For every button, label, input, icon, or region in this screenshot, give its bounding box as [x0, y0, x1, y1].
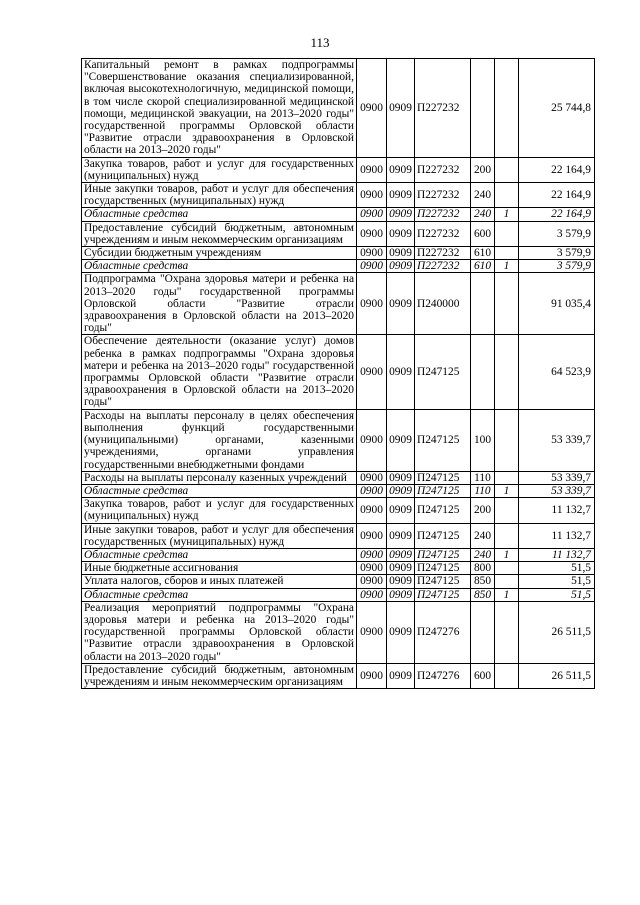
article-code: П227232 [415, 59, 471, 158]
section-code: 0909 [387, 663, 415, 688]
article-code: П247125 [415, 498, 471, 523]
amount: 51,5 [519, 575, 595, 588]
section-code: 0909 [387, 484, 415, 497]
ministry-code: 0900 [357, 575, 387, 588]
ministry-code: 0900 [357, 59, 387, 158]
ministry-code: 0900 [357, 471, 387, 484]
row-name: Областные средства [82, 548, 357, 561]
expense-type-code: 240 [471, 183, 495, 208]
table-row [82, 663, 595, 688]
article-code: П247125 [415, 523, 471, 548]
funding-source-code [495, 183, 519, 208]
expense-type-code: 110 [471, 484, 495, 497]
funding-source-code [495, 663, 519, 688]
article-code: П227232 [415, 183, 471, 208]
amount: 53 339,7 [519, 409, 595, 471]
article-code: П227232 [415, 221, 471, 246]
expense-type-code: 240 [471, 523, 495, 548]
amount: 11 132,7 [519, 548, 595, 561]
funding-source-code [495, 471, 519, 484]
row-name: Закупка товаров, работ и услуг для государственных (муниципальных) нужд [82, 498, 357, 523]
table-row-regional-funds [82, 588, 595, 601]
row-name: Закупка товаров, работ и услуг для государственных (муниципальных) нужд [82, 157, 357, 182]
section-code: 0909 [387, 59, 415, 158]
row-name: Уплата налогов, сборов и иных платежей [82, 575, 357, 588]
funding-source-code [495, 157, 519, 182]
table-row [82, 183, 595, 208]
section-code: 0909 [387, 335, 415, 409]
amount: 3 579,9 [519, 247, 595, 260]
section-code: 0909 [387, 247, 415, 260]
table-row [82, 498, 595, 523]
table-row-regional-funds [82, 548, 595, 561]
table-row [82, 409, 595, 471]
table-row-regional-funds [82, 208, 595, 221]
article-code: П247276 [415, 663, 471, 688]
ministry-code: 0900 [357, 247, 387, 260]
funding-source-code [495, 562, 519, 575]
amount: 25 744,8 [519, 59, 595, 158]
table-row [82, 157, 595, 182]
funding-source-code [495, 498, 519, 523]
expense-type-code: 110 [471, 471, 495, 484]
ministry-code: 0900 [357, 588, 387, 601]
funding-source-code [495, 59, 519, 158]
ministry-code: 0900 [357, 273, 387, 335]
article-code: П247125 [415, 548, 471, 561]
table-row [82, 471, 595, 484]
funding-source-code: 1 [495, 260, 519, 273]
row-name: Иные закупки товаров, работ и услуг для обеспечения государственных (муниципальных) нужд [82, 523, 357, 548]
funding-source-code [495, 523, 519, 548]
row-name: Иные бюджетные ассигнования [82, 562, 357, 575]
ministry-code: 0900 [357, 157, 387, 182]
table-row [82, 273, 595, 335]
expense-type-code: 600 [471, 663, 495, 688]
funding-source-code [495, 601, 519, 663]
expense-type-code: 240 [471, 548, 495, 561]
table-row [82, 562, 595, 575]
funding-source-code [495, 221, 519, 246]
amount: 22 164,9 [519, 157, 595, 182]
funding-source-code [495, 273, 519, 335]
article-code: П227232 [415, 208, 471, 221]
row-name: Субсидии бюджетным учреждениям [82, 247, 357, 260]
row-name: Расходы на выплаты персоналу в целях обеспечения выполнения функций государственными (муниципальными) органами, казенными учреждениями, органами управления государственными внебюджетными фондами [82, 409, 357, 471]
table-row [82, 601, 595, 663]
funding-source-code [495, 335, 519, 409]
funding-source-code [495, 575, 519, 588]
ministry-code: 0900 [357, 183, 387, 208]
ministry-code: 0900 [357, 409, 387, 471]
row-name: Расходы на выплаты персоналу казенных учреждений [82, 471, 357, 484]
section-code: 0909 [387, 260, 415, 273]
amount: 3 579,9 [519, 260, 595, 273]
article-code: П247125 [415, 409, 471, 471]
amount: 11 132,7 [519, 523, 595, 548]
section-code: 0909 [387, 221, 415, 246]
row-name: Областные средства [82, 208, 357, 221]
article-code: П247125 [415, 575, 471, 588]
article-code: П247125 [415, 471, 471, 484]
ministry-code: 0900 [357, 484, 387, 497]
table-row-regional-funds [82, 484, 595, 497]
section-code: 0909 [387, 588, 415, 601]
expense-type-code: 610 [471, 247, 495, 260]
row-name: Обеспечение деятельности (оказание услуг) домов ребенка в рамках подпрограммы "Охрана здоровья матери и ребенка на 2013–2020 годы" государственной программы Орловской области "Развитие отрасли здравоохранения в Орловской области на 2013–2020 годы" [82, 335, 357, 409]
amount: 53 339,7 [519, 471, 595, 484]
section-code: 0909 [387, 562, 415, 575]
expense-type-code [471, 59, 495, 158]
expense-type-code [471, 601, 495, 663]
amount: 64 523,9 [519, 335, 595, 409]
amount: 22 164,9 [519, 183, 595, 208]
row-name: Областные средства [82, 260, 357, 273]
funding-source-code [495, 247, 519, 260]
budget-table-body [82, 59, 595, 689]
expense-type-code: 200 [471, 157, 495, 182]
table-row [82, 523, 595, 548]
section-code: 0909 [387, 409, 415, 471]
amount: 91 035,4 [519, 273, 595, 335]
funding-source-code: 1 [495, 208, 519, 221]
amount: 53 339,7 [519, 484, 595, 497]
section-code: 0909 [387, 157, 415, 182]
expense-type-code: 610 [471, 260, 495, 273]
table-row-regional-funds [82, 260, 595, 273]
ministry-code: 0900 [357, 208, 387, 221]
expense-type-code: 850 [471, 575, 495, 588]
expense-type-code: 600 [471, 221, 495, 246]
funding-source-code: 1 [495, 484, 519, 497]
section-code: 0909 [387, 208, 415, 221]
row-name: Реализация мероприятий подпрограммы "Охрана здоровья матери и ребенка на 2013–2020 годы" государственной программы Орловской области "Развитие отрасли здравоохранения в Орловской области на 2013–2020 годы" [82, 601, 357, 663]
row-name: Областные средства [82, 588, 357, 601]
expense-type-code: 200 [471, 498, 495, 523]
amount: 51,5 [519, 588, 595, 601]
funding-source-code: 1 [495, 588, 519, 601]
amount: 26 511,5 [519, 663, 595, 688]
table-row [82, 575, 595, 588]
funding-source-code: 1 [495, 548, 519, 561]
row-name: Предоставление субсидий бюджетным, автономным учреждениям и иным некоммерческим организациям [82, 663, 357, 688]
ministry-code: 0900 [357, 663, 387, 688]
row-name: Иные закупки товаров, работ и услуг для обеспечения государственных (муниципальных) нужд [82, 183, 357, 208]
ministry-code: 0900 [357, 221, 387, 246]
ministry-code: 0900 [357, 523, 387, 548]
ministry-code: 0900 [357, 548, 387, 561]
ministry-code: 0900 [357, 601, 387, 663]
article-code: П247125 [415, 484, 471, 497]
article-code: П240000 [415, 273, 471, 335]
article-code: П227232 [415, 260, 471, 273]
article-code: П227232 [415, 247, 471, 260]
amount: 26 511,5 [519, 601, 595, 663]
row-name: Областные средства [82, 484, 357, 497]
amount: 11 132,7 [519, 498, 595, 523]
amount: 3 579,9 [519, 221, 595, 246]
section-code: 0909 [387, 273, 415, 335]
table-row [82, 335, 595, 409]
amount: 51,5 [519, 562, 595, 575]
section-code: 0909 [387, 471, 415, 484]
article-code: П247125 [415, 588, 471, 601]
row-name: Предоставление субсидий бюджетным, автономным учреждениям и иным некоммерческим организациям [82, 221, 357, 246]
section-code: 0909 [387, 601, 415, 663]
expense-type-code: 240 [471, 208, 495, 221]
expense-type-code: 800 [471, 562, 495, 575]
ministry-code: 0900 [357, 498, 387, 523]
row-name: Капитальный ремонт в рамках подпрограммы "Совершенствование оказания специализированной, включая высокотехнологичную, медицинской помощи, в том числе скорой специализированной медицинской помощи, медицинской эвакуации, на 2013–2020 годы" государственной программы Орловской области "Развитие отрасли здравоохранения в Орловской области на 2013–2020 годы" [82, 59, 357, 158]
page-number: 113 [310, 35, 330, 50]
section-code: 0909 [387, 183, 415, 208]
ministry-code: 0900 [357, 562, 387, 575]
table-row [82, 247, 595, 260]
article-code: П247125 [415, 335, 471, 409]
section-code: 0909 [387, 575, 415, 588]
funding-source-code [495, 409, 519, 471]
budget-table [81, 58, 595, 689]
article-code: П247276 [415, 601, 471, 663]
expense-type-code [471, 273, 495, 335]
article-code: П227232 [415, 157, 471, 182]
expense-type-code: 850 [471, 588, 495, 601]
section-code: 0909 [387, 548, 415, 561]
amount: 22 164,9 [519, 208, 595, 221]
ministry-code: 0900 [357, 335, 387, 409]
row-name: Подпрограмма "Охрана здоровья матери и ребенка на 2013–2020 годы" государственной программы Орловской области "Развитие отрасли здравоохранения в Орловской области на 2013–2020 годы" [82, 273, 357, 335]
table-row [82, 221, 595, 246]
article-code: П247125 [415, 562, 471, 575]
ministry-code: 0900 [357, 260, 387, 273]
section-code: 0909 [387, 523, 415, 548]
expense-type-code: 100 [471, 409, 495, 471]
section-code: 0909 [387, 498, 415, 523]
table-row [82, 59, 595, 158]
expense-type-code [471, 335, 495, 409]
